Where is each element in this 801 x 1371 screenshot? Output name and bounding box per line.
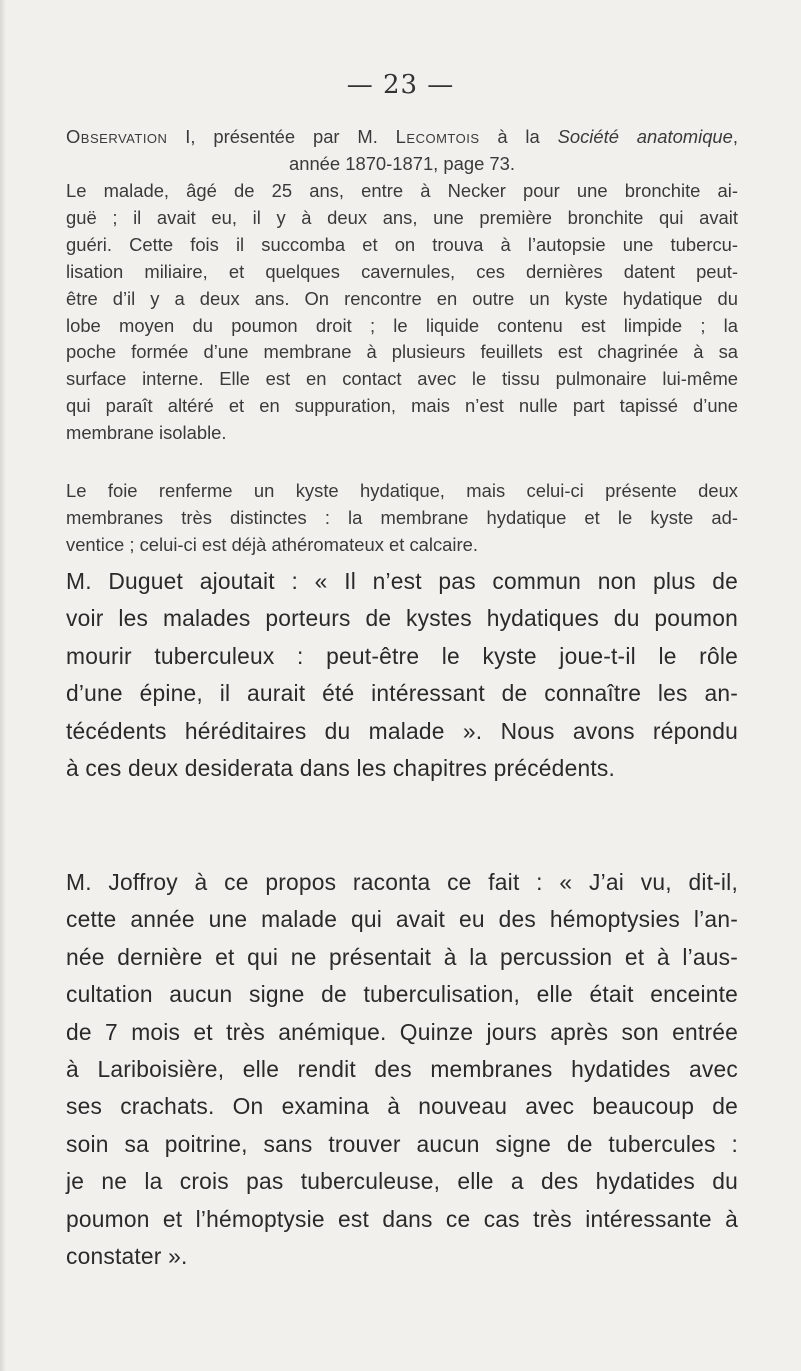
paragraph-1 [66, 178, 738, 447]
paragraph-3 [66, 563, 738, 787]
p1-line: lisation miliaire, et quelques cavernules, ces dernières datent peut- [66, 260, 738, 282]
p4-line: cultation aucun signe de tuberculisation, elle était enceinte [66, 981, 738, 1008]
p1-line: guéri. Cette fois il succomba et on trouva à l’autopsie une tubercu- [66, 233, 738, 255]
p2-line: Le foie renferme un kyste hydatique, mais celui-ci présente deux [66, 480, 738, 501]
p4-line: à Lariboisière, elle rendit des membranes hydatides avec [66, 1056, 738, 1083]
p1-line: lobe moyen du poumon droit ; le liquide contenu est limpide ; la [66, 314, 738, 336]
p4-line: poumon et l’hémoptysie est dans ce cas très intéressante à [66, 1205, 738, 1232]
p1-line: surface interne. Elle est en contact avec le tissu pulmonaire lui-même [66, 368, 738, 390]
p4-line: M. Joffroy à ce propos raconta ce fait : « J’ai vu, dit-il, [66, 869, 738, 895]
observation-author: Lecomtois [395, 126, 480, 147]
observation-line-2: année 1870-1871, page 73. [288, 152, 515, 174]
p1-line: qui paraît altéré et en suppuration, mais n’est nulle part tapissé d’une [66, 395, 738, 417]
p4-line: née dernière et qui ne présentait à la percussion et à l’aus- [66, 943, 738, 970]
p4-line: ses crachats. On examina à nouveau avec beaucoup de [66, 1093, 738, 1120]
p1-line: membrane isolable. [66, 422, 227, 444]
p3-line: técédents héréditaires du malade ». Nous avons répondu [66, 717, 738, 744]
p4-line: constater ». [66, 1243, 188, 1270]
p1-line: être d’il y a deux ans. On rencontre en outre un kyste hydatique du [66, 287, 738, 309]
p2-line: membranes très distinctes : la membrane hydatique et le kyste ad- [66, 506, 738, 528]
page-number: — 23 — [346, 70, 455, 100]
p4-line: cette année une malade qui avait eu des hémoptysies l’an- [66, 906, 738, 933]
p3-line: mourir tuberculeux : peut-être le kyste joue-t-il le rôle [66, 642, 738, 669]
p3-line: d’une épine, il aurait été intéressant de connaître les an- [66, 680, 738, 707]
observation-comma: , [732, 126, 739, 147]
observation-middle: à la [479, 126, 558, 147]
p2-line: ventice ; celui-ci est déjà athéromateux et calcaire. [66, 533, 478, 555]
p1-line: poche formée d’une membrane à plusieurs feuillets est chagrinée à sa [66, 341, 738, 363]
p4-line: je ne la crois pas tuberculeuse, elle a des hydatides du [66, 1168, 738, 1195]
p1-line: guë ; il avait eu, il y à deux ans, une première bronchite qui avait [66, 206, 738, 228]
paragraph-4 [66, 864, 738, 1275]
observation-header [66, 124, 738, 178]
p4-line: soin sa poitrine, sans trouver aucun signe de tubercules : [66, 1130, 738, 1157]
observation-line-1 [66, 124, 738, 151]
observation-number: I, présentée par M. [167, 126, 396, 147]
p3-line: voir les malades porteurs de kystes hydatiques du poumon [66, 605, 738, 632]
observation-journal: Société anatomique [557, 126, 733, 147]
page-edge [0, 0, 6, 1371]
p3-line: à ces deux desiderata dans les chapitres précédents. [66, 755, 615, 782]
observation-label: Observation [66, 126, 168, 147]
p4-line: de 7 mois et très anémique. Quinze jours après son entrée [66, 1018, 738, 1045]
p1-line: Le malade, âgé de 25 ans, entre à Necker pour une bronchite ai- [66, 180, 738, 201]
paragraph-2 [66, 478, 738, 559]
p3-line: M. Duguet ajoutait : « Il n’est pas commun non plus de [66, 568, 738, 594]
